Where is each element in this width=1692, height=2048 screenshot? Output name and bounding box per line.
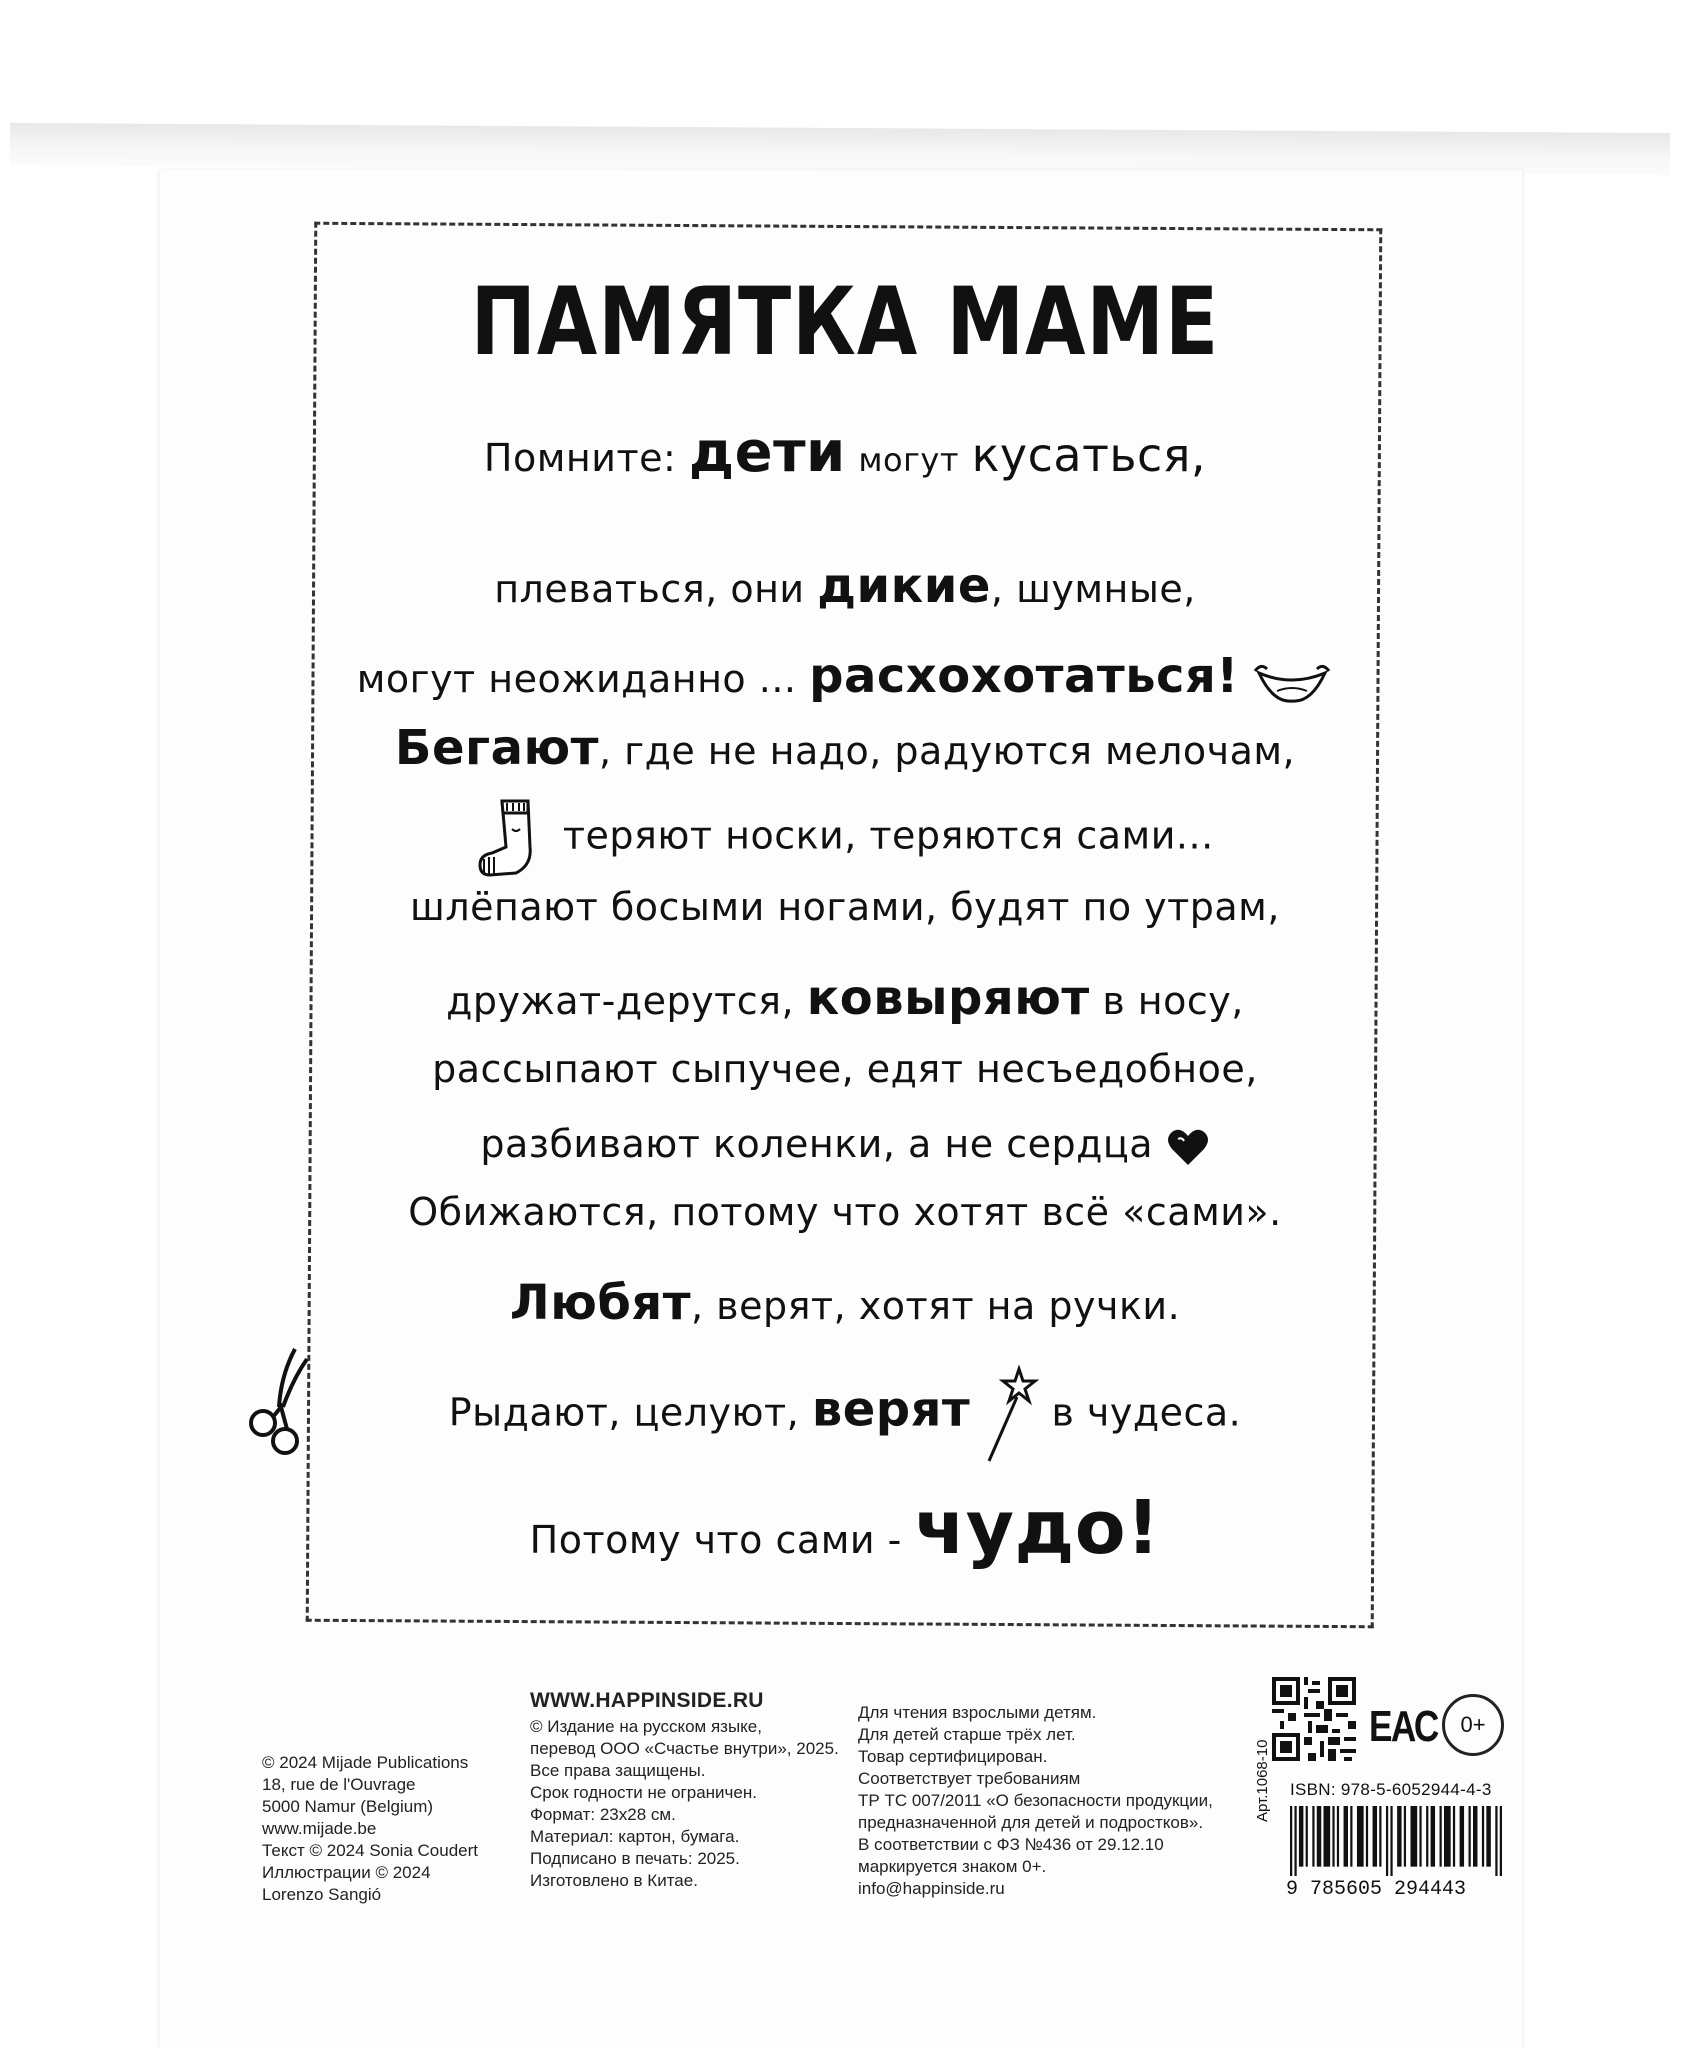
footer-line: Подписано в печать: 2025. <box>530 1849 740 1868</box>
poem-text: рассыпают сыпучее, едят несъедобное, <box>432 1047 1258 1091</box>
smile-icon <box>1251 657 1333 707</box>
footer-line: предназначенной для детей и подростков». <box>858 1813 1204 1832</box>
poem-text: шлёпают босыми ногами, будят по утрам, <box>410 885 1280 929</box>
heart-icon <box>1166 1127 1210 1167</box>
poem-line-4 <box>320 720 1370 776</box>
footer-line: www.mijade.be <box>262 1819 377 1838</box>
footer-line: Соответствует требованиям <box>858 1769 1081 1788</box>
footer-line: Для детей старше трёх лет. <box>858 1725 1076 1744</box>
poem-line-10 <box>320 1190 1370 1234</box>
poem-text: разбивают коленки, а не сердца <box>480 1122 1154 1166</box>
poem-text: , где не надо, радуются мелочам, <box>598 729 1296 773</box>
poem-emphasis: Любят <box>509 1275 692 1331</box>
footer-line: Товар сертифицирован. <box>858 1747 1048 1766</box>
poem-line-11 <box>320 1275 1370 1331</box>
age-rating-badge: 0+ <box>1442 1694 1504 1756</box>
poem-text: могут неожиданно ... <box>356 657 797 701</box>
footer-line: ТР ТС 007/2011 «О безопасности продукции, <box>858 1791 1213 1810</box>
poem-line-2 <box>320 558 1370 614</box>
poem-line-6 <box>320 885 1370 929</box>
poem-text: , верят, хотят на ручки. <box>691 1284 1181 1328</box>
isbn-text: ISBN: 978-5-6052944-4-3 <box>1290 1780 1492 1799</box>
footer-line: Материал: картон, бумага. <box>530 1827 740 1846</box>
footer-line: Изготовлено в Китае. <box>530 1871 698 1890</box>
poem-line-5 <box>320 795 1370 881</box>
poem-line-9 <box>320 1122 1370 1167</box>
poem-emphasis: дети <box>688 420 846 485</box>
footer-line: Lorenzo Sangió <box>262 1885 382 1904</box>
footer-line: Текст © 2024 Sonia Coudert <box>262 1841 478 1860</box>
poem-text: кусаться, <box>971 428 1207 482</box>
poem-text: Потому что сами - <box>529 1518 902 1562</box>
publisher-website: WWW.HAPPINSIDE.RU <box>530 1689 764 1712</box>
poem-emphasis: расхохотаться! <box>809 648 1239 704</box>
footer-line: Срок годности не ограничен. <box>530 1783 757 1802</box>
poem-text: в чудеса. <box>1051 1390 1242 1435</box>
poem-line-13 <box>320 1485 1370 1571</box>
footer-line: Все права защищены. <box>530 1761 706 1780</box>
footer-line: 5000 Namur (Belgium) <box>262 1797 434 1816</box>
barcode-icon <box>1290 1806 1502 1876</box>
footer-line: Формат: 23х28 см. <box>530 1805 676 1824</box>
footer-line: перевод ООО «Счастье внутри», 2025. <box>530 1739 839 1758</box>
product-codes <box>1254 1672 1512 1912</box>
poem-emphasis: ковыряют <box>806 970 1090 1026</box>
qr-code-icon <box>1272 1677 1356 1761</box>
scissors-icon <box>245 1345 315 1460</box>
article-number: Арт.1068-10 <box>1254 1739 1271 1822</box>
poem-text: плеваться, они <box>494 567 805 611</box>
poem-text: дружат-дерутся, <box>446 979 795 1023</box>
poem-text: Рыдают, целуют, <box>448 1390 800 1435</box>
poem-emphasis: Бегают <box>394 720 599 776</box>
poem-text: Обижаются, потому что хотят всё «сами». <box>408 1190 1282 1234</box>
footer-line: Для чтения взрослыми детям. <box>858 1703 1097 1722</box>
eac-mark: ЕАС <box>1369 1702 1438 1751</box>
publisher-block <box>530 1690 839 1892</box>
sock-icon <box>476 795 550 881</box>
poem-emphasis: верят <box>811 1381 971 1438</box>
paper-edge <box>10 123 1670 175</box>
footer-line: В соответствии с ФЗ №436 от 29.12.10 <box>858 1835 1164 1854</box>
poem-text: в носу, <box>1102 979 1244 1023</box>
footer-line: маркируется знаком 0+. <box>858 1857 1047 1876</box>
poem-emphasis: чудо! <box>914 1485 1161 1571</box>
poem-line-1 <box>320 420 1370 485</box>
poem-line-3 <box>320 648 1370 707</box>
poem-text: , шумные, <box>990 567 1196 611</box>
poem-text: теряют носки, теряются сами... <box>562 813 1214 858</box>
footer-line: © 2024 Mijade Publications <box>262 1753 469 1772</box>
poem-emphasis: дикие <box>817 558 991 614</box>
magic-wand-icon <box>983 1365 1039 1465</box>
certification-block <box>858 1702 1213 1900</box>
poem-line-7 <box>320 970 1370 1026</box>
poem-line-12 <box>320 1365 1370 1465</box>
footer-line: 18, rue de l'Ouvrage <box>262 1775 416 1794</box>
footer-line: © Издание на русском языке, <box>530 1717 762 1736</box>
copyright-block <box>262 1752 478 1906</box>
poem-text: могут <box>858 441 959 479</box>
poem-line-8 <box>320 1047 1370 1091</box>
footer-line: Иллюстрации © 2024 <box>262 1863 431 1882</box>
barcode-digits: 9 785605 294443 <box>1286 1878 1467 1901</box>
footer-line: info@happinside.ru <box>858 1879 1005 1898</box>
poem-text: Помните: <box>483 436 677 480</box>
page-title: ПАМЯТКА МАМЕ <box>470 269 1220 377</box>
